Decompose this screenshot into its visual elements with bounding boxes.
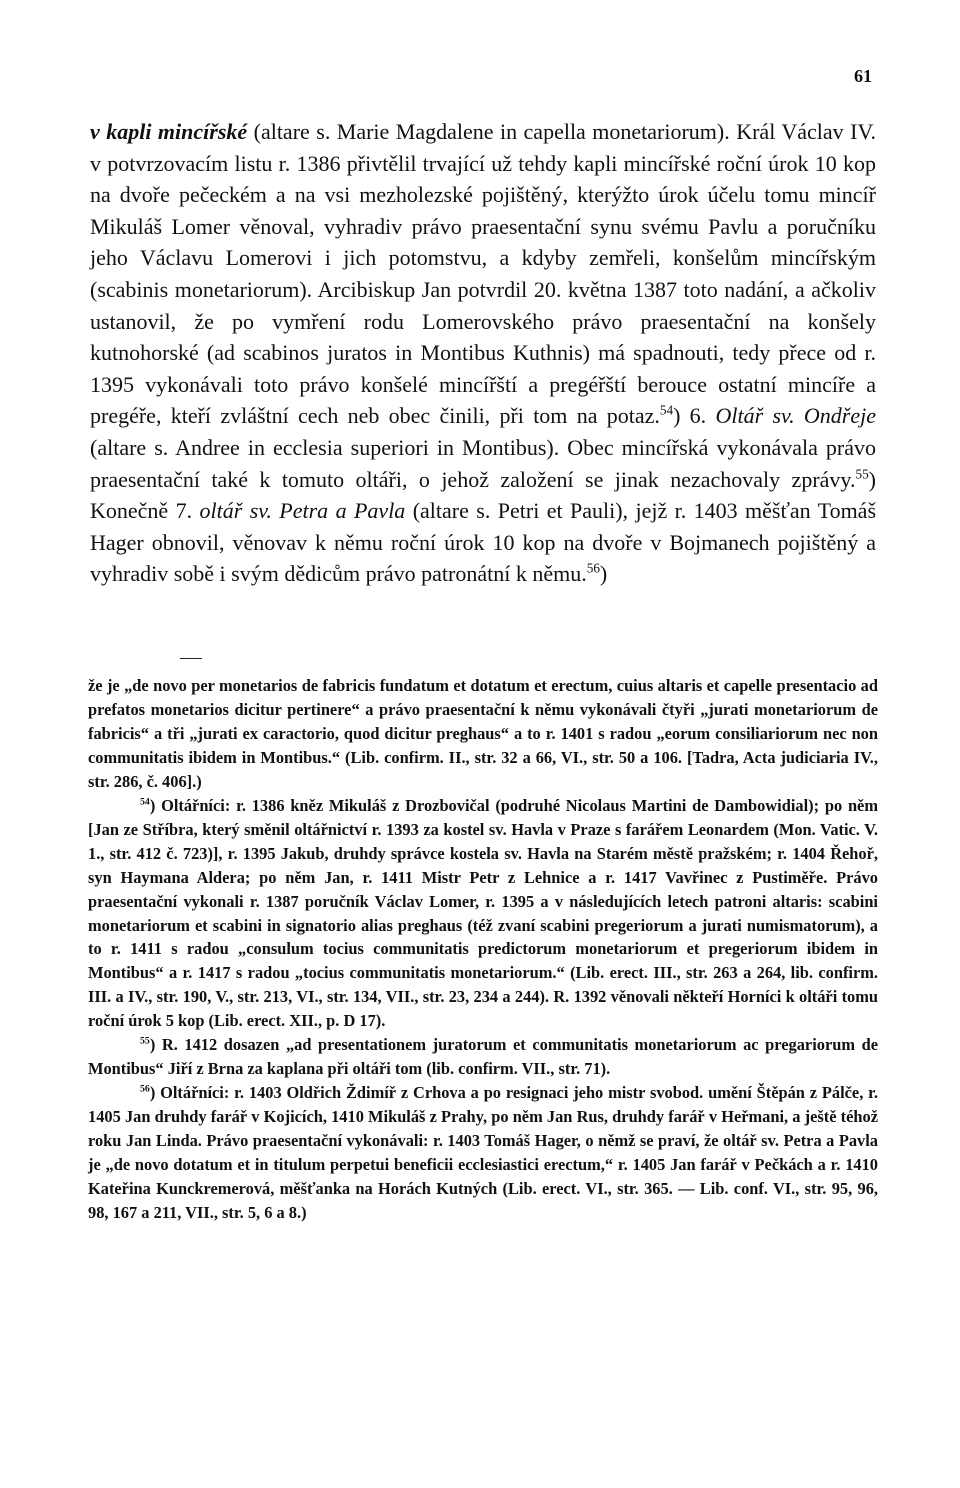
text-run: ) 6. <box>673 403 716 429</box>
italic-text: Oltář sv. Ondřeje <box>715 403 877 429</box>
footnote-55 <box>88 1033 878 1081</box>
footnote-ref: 56 <box>140 1083 150 1095</box>
footnote-separator <box>180 658 202 659</box>
text-run: (altare s. Marie Magdalene in capella monetariorum). Král Václav IV. v potvrzovacím listu r. 1386 přivtělil trvající už tehdy kapli mincířské roční úrok 10 kop na dvoře pečeckém a na vsi mezholezské pojištěný, kterýžto úrok účelu tomu mincíř Mikuláš Lomer věnoval, vyhradiv právo praesentační synu svému Pavlu a poručníku jeho Václavu Lomerovi i jich potomstvu, a kdyby zemřeli, konšelům mincířským (scabinis monetariorum). Arcibiskup Jan potvrdil 20. května 1387 toto nadání, a ačkoliv ustanovil, že po vymření rodu Lomerovského právo praesentační na konšely kutnohorské (ad scabinos juratos in Montibus Kuthnis) má spadnouti, tedy přece od r. 1395 vykonávali toto právo konšelé mincířští a pregéřští berouce ostatní mincíře a pregéře, kteří zvláštní cech neb obec činili, při tom na potaz. <box>90 119 877 429</box>
italic-text: v kapli mincířské <box>90 119 248 144</box>
footnote-ref: 54 <box>659 403 674 419</box>
text-run: že je „de novo per monetarios de fabricis fundatum et dotatum et erectum, cuius altaris et capelle presentacio ad prefatos monetarios dicitur pertinere“ a právo praesentační k němu vykonávali čtyři „jurati monetariorum de fabricis“ a tři „jurati ex caractorio, quod dicitur preghaus“ a to r. 1401 s radou „eorum consiliariorum nec non communitatis ibidem in Montibus.“ (Lib. confirm. II., str. 32 a 66, VI., str. 50 a 106. [Tadra, Acta judiciaria IV., str. 286, č. 406].) <box>88 676 878 791</box>
footnote-ref: 55 <box>855 466 869 482</box>
main-paragraph <box>90 116 876 590</box>
text-run: ) Oltářníci: r. 1403 Oldřich Ždimíř z Crhova a po resignaci jeho mistr svobod. umění Štěpán z Pálče, r. 1405 Jan druhdy farář v Kojicích, 1410 Mikuláš z Prahy, po něm Jan Rus, druhdy farář v Heřmani, a ještě téhož roku Jan Linda. Právo praesentační vykonávali: r. 1403 Tomáš Hager, o němž se praví, že oltář sv. Petra a Pavla je „de novo dotatum et in titulum perpetui beneficii ecclesiastici erectum,“ r. 1405 Jan farář v Pečkách a r. 1410 Kateřina Kunckremerová, měšťanka na Horách Kutných (Lib. erect. VI., str. 365. — Lib. conf. VI., str. 95, 96, 98, 167 a 211, VII., str. 5, 6 a 8.) <box>88 1083 878 1222</box>
main-text <box>90 116 876 590</box>
footnotes <box>88 674 878 1225</box>
text-run: (altare s. Andree in ecclesia superiori in Montibus). Obec mincířská vykonávala právo praesentační také k tomuto oltáři, o jehož založení se jinak nezachovaly zprávy. <box>90 434 876 492</box>
text-run: ) Oltářníci: r. 1386 kněz Mikuláš z Drozbovičal (podruhé Nicolaus Martini de Dambowidial); po něm [Jan ze Stříbra, který směnil oltářnictví r. 1393 za kostel sv. Havla v Praze s farářem Leonardem (Mon. Vatic. V. 1., str. 412 č. 723)], r. 1395 Jakub, druhdy správce kostela sv. Havla na Starém městě pražském; r. 1404 Řehoř, syn Haymana Aldera; po něm Jan, r. 1411 Mistr Petr z Lehnice a r. 1417 Vavřinec z Pustiměře. Právo praesentační vykonali r. 1387 poručník Václav Lomer, r. 1395 a v následujících letech patroni altaris: scabini monetariorum et scabini in signatorio alias preghaus (též zvaní scabini pregeriorum a jurati numismatorum), a to r. 1411 s radou „consulum tocius communitatis predictorum monetariorum et pregeriorum ibidem in Montibus“ a r. 1417 s radou „tocius communitatis monetariorum.“ (Lib. erect. III., str. 263 a 264, lib. confirm. III. a IV., str. 190, V., str. 213, VI., str. 134, VII., str. 23, 234 a 244). R. 1392 věnovali někteří Horníci k oltáři tomu roční úrok 5 kop (Lib. erect. XII., p. D 17). <box>88 795 878 1031</box>
text-run: ) <box>599 561 608 587</box>
footnote-ref: 54 <box>140 796 150 808</box>
page-number: 61 <box>854 66 872 86</box>
text-run: ) Konečně 7. <box>90 466 876 524</box>
italic-text: oltář sv. Petra a Pavla <box>199 498 406 524</box>
footnote-ref: 56 <box>586 560 600 576</box>
text-run: (altare s. Petri et Pauli), jejž r. 1403 měšťan Tomáš Hager obnovil, věnovav k němu roční úrok 10 kop na dvoře v Bojmanech pojištěný a vyhradiv sobě i svým dědicům právo patronátní k němu. <box>90 498 877 587</box>
footnote-54 <box>88 794 878 1034</box>
footnote-56 <box>88 1081 878 1225</box>
footnote-ref: 55 <box>140 1035 150 1047</box>
text-run: ) R. 1412 dosazen „ad presentationem juratorum et communitatis monetariorum ac pregariorum de Montibus“ Jiří z Brna za kaplana při oltáři tom (lib. confirm. VII., str. 71). <box>88 1035 878 1079</box>
footnote-continuation <box>88 674 878 794</box>
